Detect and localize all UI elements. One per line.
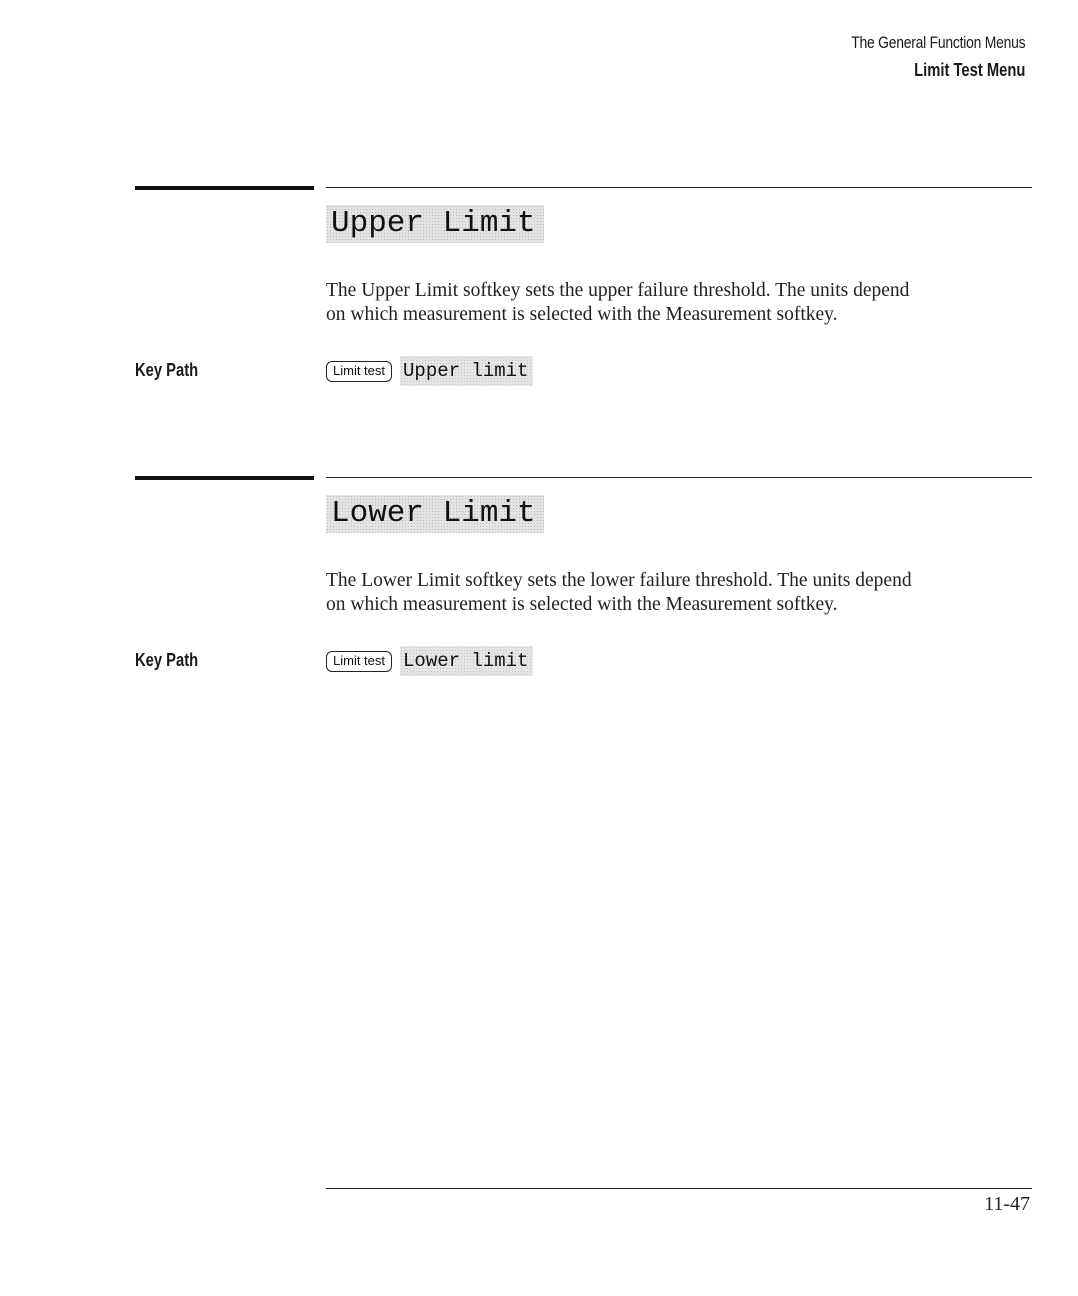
limit-test-hardkey[interactable]: Limit test xyxy=(326,361,392,382)
section-divider-thick xyxy=(135,186,314,190)
upper-limit-softkey[interactable]: Upper limit xyxy=(400,356,533,386)
lower-limit-key-path xyxy=(326,646,533,676)
section-divider-thick xyxy=(135,476,314,480)
footer-divider xyxy=(326,1188,1032,1189)
lower-limit-description-line2: on which measurement is selected with the Measurement softkey. xyxy=(326,594,838,615)
lower-limit-heading: Lower Limit xyxy=(326,495,544,533)
upper-limit-description xyxy=(326,279,1026,327)
upper-limit-description-line1: The Upper Limit softkey sets the upper failure threshold. The units depend xyxy=(326,280,910,301)
section-title: Limit Test Menu xyxy=(913,60,1025,80)
lower-limit-description xyxy=(326,569,1026,617)
lower-limit-softkey[interactable]: Lower limit xyxy=(400,646,533,676)
running-header xyxy=(813,30,1025,84)
lower-limit-description-line1: The Lower Limit softkey sets the lower failure threshold. The units depend xyxy=(326,570,912,591)
upper-limit-heading: Upper Limit xyxy=(326,205,544,243)
chapter-title: The General Function Menus xyxy=(850,33,1025,52)
upper-limit-description-line2: on which measurement is selected with the Measurement softkey. xyxy=(326,304,838,325)
limit-test-hardkey[interactable]: Limit test xyxy=(326,651,392,672)
upper-limit-key-path-label: Key Path xyxy=(135,360,199,380)
page-number: 11-47 xyxy=(984,1193,1030,1215)
section-divider-thin xyxy=(326,477,1032,478)
lower-limit-key-path-label: Key Path xyxy=(135,650,199,670)
upper-limit-key-path xyxy=(326,356,533,386)
section-divider-thin xyxy=(326,187,1032,188)
